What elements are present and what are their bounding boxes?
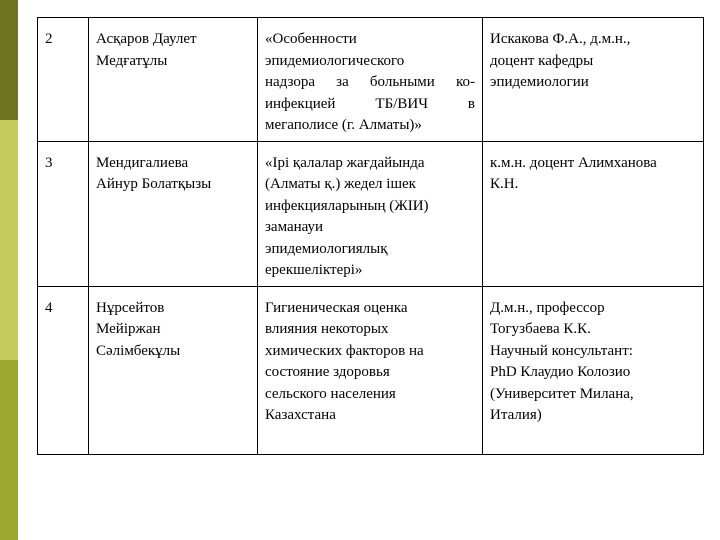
table-row <box>38 18 704 142</box>
topic-line: надзора за больными ко- <box>265 74 475 90</box>
topic-line: химических факторов на <box>265 342 424 359</box>
topic-line: состояние здоровья <box>265 364 390 380</box>
supervisor-line: Тогузбаева К.К. <box>490 321 591 337</box>
accent-bar-middle <box>0 120 18 360</box>
supervisor-line: Научный консультант: <box>490 342 633 359</box>
supervisor-line: Италия) <box>490 407 542 423</box>
thesis-topic-cell <box>258 141 483 286</box>
topic-line: сельского населения <box>265 385 396 402</box>
student-name-line: Мендигалиева <box>96 154 189 171</box>
student-name-cell <box>89 18 258 142</box>
supervisor-cell <box>483 141 704 286</box>
supervisor-line: (Университет Милана, <box>490 385 634 402</box>
topic-line: влияния некоторых <box>265 321 389 337</box>
topic-line: Гигиеническая оценка <box>265 299 408 316</box>
table-row <box>38 286 704 454</box>
topic-line: инфекцией ТБ/ВИЧ в <box>265 95 475 112</box>
supervisor-line: эпидемиологии <box>490 74 589 90</box>
topic-line: заманауи <box>265 219 324 235</box>
thesis-topic-cell <box>258 18 483 142</box>
row-number: 4 <box>38 286 89 454</box>
topic-line: «Особенности <box>265 31 357 47</box>
student-name-line: Сәлімбекұлы <box>96 342 181 359</box>
student-name-line: Айнур Болатқызы <box>96 176 212 192</box>
topic-line: (Алматы қ.) жедел ішек <box>265 176 416 192</box>
supervisor-line: Искакова Ф.А., д.м.н., <box>490 31 631 47</box>
row-number: 3 <box>38 141 89 286</box>
student-name-line: Нұрсейтов <box>96 299 165 316</box>
student-name-cell <box>89 141 258 286</box>
accent-bar-bottom <box>0 360 18 540</box>
student-name-line: Асқаров Даулет <box>96 31 197 47</box>
topic-line: «Ірі қалалар жағдайында <box>265 154 425 171</box>
accent-bar-top <box>0 0 18 120</box>
topic-line: инфекцияларының (ЖІИ) <box>265 197 429 214</box>
supervisor-line: PhD Клаудио Колозио <box>490 364 631 380</box>
supervisor-cell <box>483 18 704 142</box>
supervisor-line: К.Н. <box>490 176 519 192</box>
topic-line: эпидемиологического <box>265 52 405 69</box>
thesis-topic-cell <box>258 286 483 454</box>
table-row <box>38 141 704 286</box>
student-name-cell <box>89 286 258 454</box>
row-number: 2 <box>38 18 89 142</box>
topic-line: Казахстана <box>265 407 336 423</box>
topic-line: мегаполисе (г. Алматы)» <box>265 117 422 133</box>
supervisor-line: к.м.н. доцент Алимханова <box>490 154 657 171</box>
topic-line: эпидемиологиялық <box>265 240 388 257</box>
supervisor-line: Д.м.н., профессор <box>490 299 605 316</box>
thesis-table <box>37 17 704 455</box>
supervisor-cell <box>483 286 704 454</box>
supervisor-line: доцент кафедры <box>490 52 594 69</box>
student-name-line: Медғатұлы <box>96 52 168 69</box>
topic-line: ерекшеліктері» <box>265 262 363 278</box>
student-name-line: Мейіржан <box>96 321 161 337</box>
